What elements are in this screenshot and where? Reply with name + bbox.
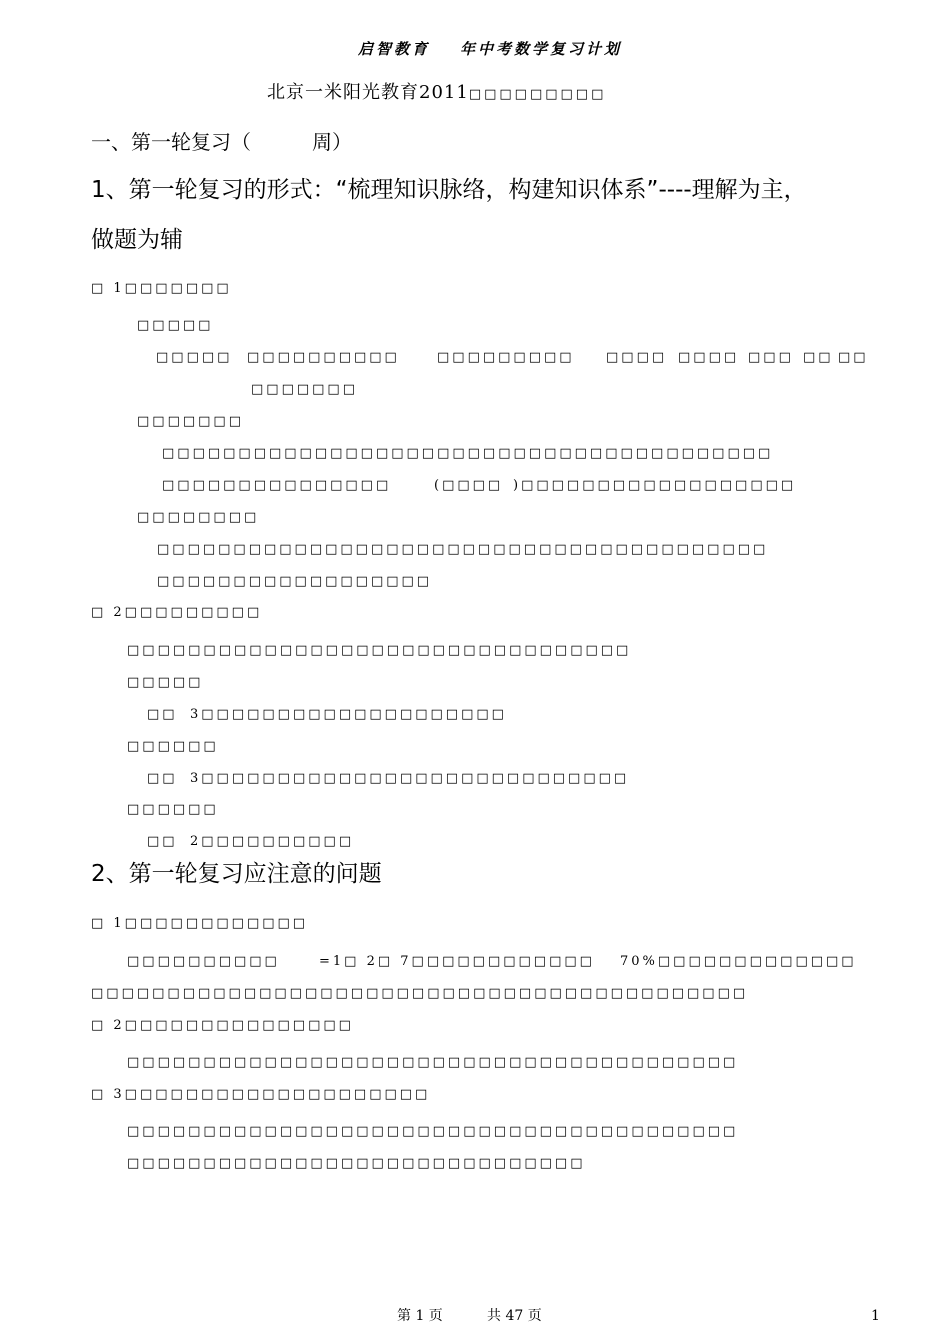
section1-heading-end: 周） <box>312 130 352 154</box>
p1c-line2: □□□□□□□□□□□□□□□□□□ <box>157 574 433 589</box>
p1a-r1c4: □□□□ <box>606 350 668 365</box>
p1a-r1c3: □□□□□□□□□ <box>437 350 575 365</box>
p1a-r1c1: □□□□□ <box>156 350 233 365</box>
q1-line1c: 70%□□□□□□□□□□□□□ <box>620 954 857 969</box>
q3-head: □ 3□□□□□□□□□□□□□□□□□□□□ <box>91 1087 431 1102</box>
p1a-r2: □□□□□□□ <box>251 382 358 397</box>
p1a-r1c7: □□ <box>803 350 834 365</box>
p2-group2-b: 3□□□□□□□□□□□□□□□□□□□□□□□□□□□□ <box>190 771 630 786</box>
p1b-line1: □□□□□□□□□□□□□□□□□□□□□□□□□□□□□□□□□□□□□□□□ <box>162 446 774 461</box>
section1-heading: 一、第一轮复习（ <box>91 130 251 154</box>
p1c-line1: □□□□□□□□□□□□□□□□□□□□□□□□□□□□□□□□□□□□□□□□ <box>157 542 769 557</box>
p1a-r1c5: □□□□ <box>678 350 740 365</box>
q3-line1: □□□□□□□□□□□□□□□□□□□□□□□□□□□□□□□□□□□□□□□□ <box>127 1124 739 1139</box>
doc-title-part3: □□□□□□□□□ <box>468 87 607 102</box>
q1-line2: □□□□□□□□□□□□□□□□□□□□□□□□□□□□□□□□□□□□□□□□□□□ <box>91 986 749 1001</box>
p2-group3-b: 2□□□□□□□□□□ <box>190 834 355 849</box>
p2-group1-a: □□ <box>147 707 178 722</box>
p2-group3-label: □□□□□□ <box>127 802 219 817</box>
doc-title <box>267 84 606 102</box>
p1b-label: □□□□□□□ <box>137 414 244 429</box>
sub1-line1: 1、第一轮复习的形式：“梳理知识脉络，构建知识体系”----理解为主， <box>91 177 807 203</box>
q2-line1: □□□□□□□□□□□□□□□□□□□□□□□□□□□□□□□□□□□□□□□□ <box>127 1055 739 1070</box>
p1b-line2b: (□□□□ <box>434 478 504 493</box>
q1-line1a: □□□□□□□□□□ <box>127 954 280 969</box>
p1c-label: □□□□□□□□ <box>137 510 260 525</box>
p2-head: □ 2□□□□□□□□□ <box>91 605 263 620</box>
doc-title-part2: 2011 <box>419 82 469 103</box>
footer-corner-number: 1 <box>871 1308 880 1324</box>
p1a-r1c2: □□□□□□□□□□ <box>247 350 400 365</box>
p2-group2-label: □□□□□□ <box>127 739 219 754</box>
p1a-r1c8: □□ <box>838 350 869 365</box>
p1b-line2a: □□□□□□□□□□□□□□□ <box>162 478 392 493</box>
q2-head: □ 2□□□□□□□□□□□□□□□ <box>91 1018 354 1033</box>
footer-total-pages: 共 47 页 <box>487 1308 542 1324</box>
p1-head: □ 1□□□□□□□ <box>91 281 232 296</box>
p2-group1-b: 3□□□□□□□□□□□□□□□□□□□□ <box>190 707 507 722</box>
p1a-r1c6: □□□ <box>748 350 794 365</box>
q1-head: □ 1□□□□□□□□□□□□ <box>91 916 309 931</box>
p2-line1: □□□□□□□□□□□□□□□□□□□□□□□□□□□□□□□□□ <box>127 643 632 658</box>
p2-group2-a: □□ <box>147 771 178 786</box>
p1b-line2c: )□□□□□□□□□□□□□□□□□□ <box>513 478 797 493</box>
header-right: 年中考数学复习计划 <box>460 40 623 58</box>
p2-group1-label: □□□□□ <box>127 675 204 690</box>
header-left: 启智教育 <box>358 40 431 58</box>
q3-line2: □□□□□□□□□□□□□□□□□□□□□□□□□□□□□□ <box>127 1156 586 1171</box>
sub1-line2: 做题为辅 <box>91 227 183 253</box>
doc-title-part1: 北京一米阳光教育 <box>267 82 419 103</box>
sub2-heading: 2、第一轮复习应注意的问题 <box>91 861 382 887</box>
p2-group3-a: □□ <box>147 834 178 849</box>
footer-page-number: 第 1 页 <box>397 1308 443 1324</box>
q1-line1b: =1□ 2□ 7□□□□□□□□□□□□ <box>319 954 595 969</box>
p1a-label: □□□□□ <box>137 318 214 333</box>
